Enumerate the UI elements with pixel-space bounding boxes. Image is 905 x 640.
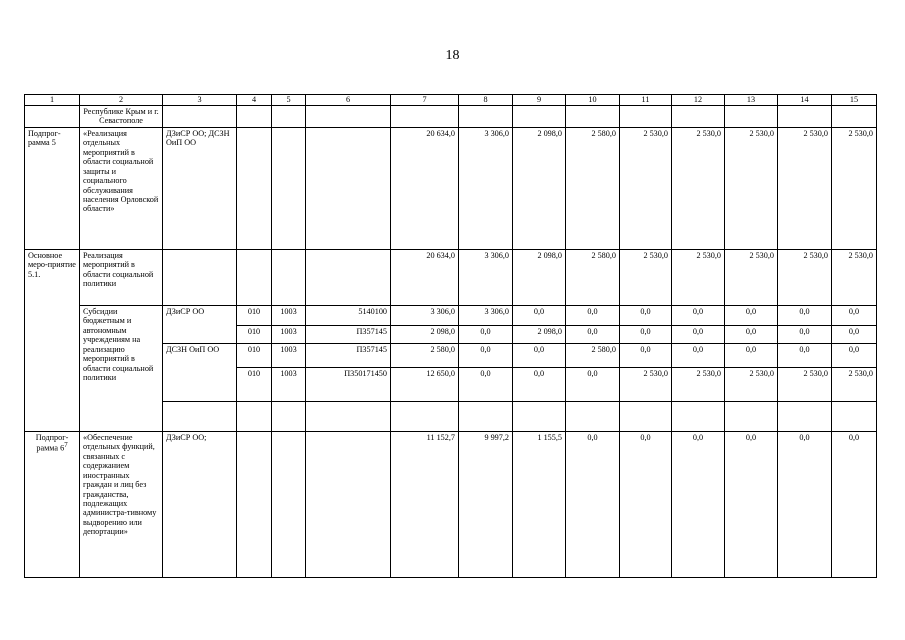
col-header-13: 13: [725, 95, 778, 106]
continuation-text: Республике Крым и г. Севастополе: [80, 106, 163, 128]
executor: ДЗиСР ОО: [163, 306, 237, 344]
cell-value: 2 580,0: [391, 344, 459, 368]
cell-value: 2 530,0: [725, 128, 778, 250]
cell-value: 0,0: [778, 344, 832, 368]
cell-value: 0,0: [672, 326, 725, 344]
code-cell: 1003: [272, 306, 306, 326]
cell-value: 0,0: [566, 368, 620, 402]
cell-value: 0,0: [778, 326, 832, 344]
code-cell: П350171450: [306, 368, 391, 402]
cell-value: 12 650,0: [391, 368, 459, 402]
col-header-12: 12: [672, 95, 725, 106]
subprogram-6-executor: ДЗиСР ОО;: [163, 432, 237, 578]
cell-value: 2 530,0: [620, 250, 672, 306]
cell-value: 0,0: [513, 306, 566, 326]
cell-value: 1 155,5: [513, 432, 566, 578]
cell-value: 0,0: [620, 344, 672, 368]
table-row-subsidy: [25, 306, 877, 326]
cell-value: 0,0: [620, 432, 672, 578]
cell-value: 3 306,0: [459, 128, 513, 250]
table-row: [25, 106, 877, 128]
page-number: 18: [445, 48, 460, 63]
cell-value: 2 530,0: [725, 250, 778, 306]
col-header-11: 11: [620, 95, 672, 106]
main-activity-title: Реализация мероприятий в области социальной политики: [80, 250, 163, 306]
column-number-row: [25, 95, 877, 106]
table-row-main-activity-5-1: [25, 250, 877, 306]
col-header-4: 4: [237, 95, 272, 106]
footnote-mark: 7: [64, 442, 68, 450]
cell-value: 0,0: [672, 432, 725, 578]
cell-value: 0,0: [832, 432, 877, 578]
cell-value: 2 530,0: [778, 128, 832, 250]
cell-value: 0,0: [778, 306, 832, 326]
cell-value: 3 306,0: [391, 306, 459, 326]
table-row-subprogram-6: [25, 432, 877, 578]
subprogram-5-executor: ДЗиСР ОО; ДСЗН ОиП ОО: [163, 128, 237, 250]
cell-value: 2 530,0: [725, 368, 778, 402]
cell-value: 0,0: [832, 326, 877, 344]
cell-value: 0,0: [566, 326, 620, 344]
col-header-2: 2: [80, 95, 163, 106]
code-cell: 010: [237, 368, 272, 402]
subprogram-6-label: Подпрог-рамма $6^7$: [25, 432, 80, 578]
cell-value: 0,0: [832, 306, 877, 326]
cell-value: 0,0: [566, 306, 620, 326]
cell-value: 2 530,0: [620, 368, 672, 402]
cell-value: 0,0: [459, 326, 513, 344]
code-cell: 010: [237, 326, 272, 344]
cell-value: 2 580,0: [566, 250, 620, 306]
table-row-subprogram-5: [25, 128, 877, 250]
cell-value: 0,0: [725, 306, 778, 326]
col-header-1: 1: [25, 95, 80, 106]
code-cell: 1003: [272, 344, 306, 368]
subprogram-6-title: «Обеспечение отдельных функций, связанных с содержанием иностранных граждан и лиц без гражданства, подлежащих администра-тивному выдворению или депортации»: [80, 432, 163, 578]
cell-value: 9 997,2: [459, 432, 513, 578]
cell-value: 0,0: [620, 326, 672, 344]
cell-value: 2 530,0: [672, 250, 725, 306]
cell-value: 2 530,0: [672, 368, 725, 402]
cell-value: 2 530,0: [778, 368, 832, 402]
cell-value: 2 530,0: [778, 250, 832, 306]
cell-value: 3 306,0: [459, 306, 513, 326]
cell-value: 0,0: [672, 344, 725, 368]
code-cell: 5140100: [306, 306, 391, 326]
cell-value: 2 530,0: [672, 128, 725, 250]
col-header-15: 15: [832, 95, 877, 106]
col-header-14: 14: [778, 95, 832, 106]
subsidy-label: Субсидии бюджетным и автономным учреждениям на реализацию мероприятий в области социальной политики: [80, 306, 163, 432]
cell-value: 2 098,0: [513, 326, 566, 344]
cell-value: 2 580,0: [566, 344, 620, 368]
col-header-7: 7: [391, 95, 459, 106]
subprogram-5-label: Подпрог-рамма 5: [25, 128, 80, 250]
code-cell: 1003: [272, 368, 306, 402]
cell-value: 0,0: [672, 306, 725, 326]
cell-value: 0,0: [725, 432, 778, 578]
cell-value: 3 306,0: [459, 250, 513, 306]
cell-value: 0,0: [566, 432, 620, 578]
col-header-5: 5: [272, 95, 306, 106]
cell-value: 2 580,0: [566, 128, 620, 250]
code-cell: 010: [237, 306, 272, 326]
cell-value: 11 152,7: [391, 432, 459, 578]
cell-value: 0,0: [725, 344, 778, 368]
cell-value: 0,0: [620, 306, 672, 326]
executor: ДСЗН ОиП ОО: [163, 344, 237, 402]
cell-value: 20 634,0: [391, 128, 459, 250]
cell-value: 2 098,0: [391, 326, 459, 344]
code-cell: 010: [237, 344, 272, 368]
cell-value: 2 530,0: [620, 128, 672, 250]
cell-value: 0,0: [513, 344, 566, 368]
main-activity-label: Основное меро-приятие 5.1.: [25, 250, 80, 432]
cell-value: 0,0: [832, 344, 877, 368]
code-cell: П357145: [306, 326, 391, 344]
col-header-3: 3: [163, 95, 237, 106]
cell-value: 2 098,0: [513, 250, 566, 306]
col-header-8: 8: [459, 95, 513, 106]
cell-value: 0,0: [778, 432, 832, 578]
cell-value: 0,0: [513, 368, 566, 402]
cell-value: 0,0: [459, 368, 513, 402]
cell-value: 20 634,0: [391, 250, 459, 306]
col-header-6: 6: [306, 95, 391, 106]
code-cell: 1003: [272, 326, 306, 344]
cell-value: 2 530,0: [832, 368, 877, 402]
budget-table: [24, 94, 877, 578]
col-header-10: 10: [566, 95, 620, 106]
subprogram-5-title: «Реализация отдельных мероприятий в области социальной защиты и социального обслуживания населения Орловской области»: [80, 128, 163, 250]
cell-value: 2 530,0: [832, 250, 877, 306]
cell-value: 2 098,0: [513, 128, 566, 250]
cell-value: 0,0: [459, 344, 513, 368]
cell-value: 0,0: [725, 326, 778, 344]
code-cell: П357145: [306, 344, 391, 368]
col-header-9: 9: [513, 95, 566, 106]
cell-value: 2 530,0: [832, 128, 877, 250]
